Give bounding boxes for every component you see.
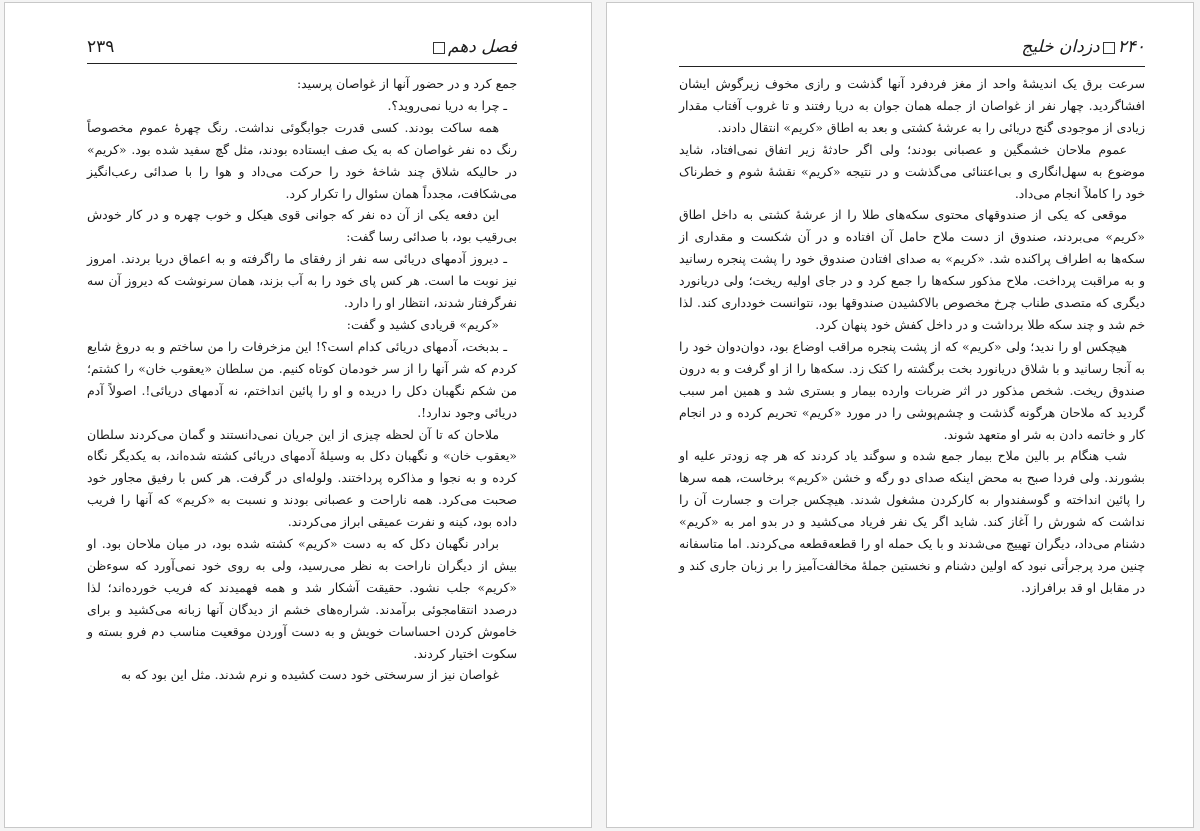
left-page [4, 2, 592, 828]
right-page-body [679, 73, 1145, 599]
right-page [606, 2, 1194, 828]
left-page-header [87, 33, 517, 61]
left-header-rule [87, 63, 517, 64]
right-page-number: ۲۴۰ [1117, 37, 1145, 57]
right-header-title [1021, 33, 1145, 61]
book-title: دزدان خلیج [1021, 37, 1100, 57]
header-box-icon [433, 42, 445, 54]
paragraph: شب هنگام بر بالین ملاح بیمار جمع شده و سوگند یاد کردند که هر چه زودتر علیه او بشورند. ولی فردا صبح به محض اینکه صدای دو رگه و خشن «کریم» برخاست، همه سرها را پائین انداخته و گوسفندوار به کارکردن مشغول شدند. هیچکس جرات و جسارت آن را نداشت که شورش را آغاز کند. شاید اگر یک نفر فریاد می‌کشید و در بدو امر به «کریم» دشنام می‌داد، دیگران تهییج می‌شدند و با یک حمله او را قطعه‌قطعه می‌کردند. اما متاسفانه چنین مرد پرجرأتی نبود که اولین دشنام و نخستین جملهٔ مخالفت‌آمیز را بر زبان جاری کند و در مقابل او قد برافرازد. [679, 448, 1145, 595]
paragraph: برادر نگهبان دکل که به دست «کریم» کشته شده بود، در میان ملاحان بود. او بیش از دیگران ناراحت به نظر می‌رسید، ولی به روی خود نمی‌آورد که سوءظن «کریم» جلب نشود. حقیقت آشکار شد و همه فهمیدند که فریب خورده‌اند؛ لذا درصدد انتقامجوئی برآمدند. شراره‌های خشم از دیدگان آنها زبانه می‌کشید و برای خاموش کردن احساسات خویش و به دست آوردن موقعیت مناسب دم فرو بسته و سکوت اختیار کردند. [87, 536, 517, 661]
left-page-number: ۲۳۹ [87, 37, 115, 57]
chapter-title: فصل دهم [448, 37, 517, 57]
paragraph: این دفعه یکی از آن ده نفر که جوانی قوی هیکل و خوب چهره و در کار خودش بی‌رقیب بود، با صدائی رسا گفت: [87, 207, 517, 245]
paragraph: ـ بدبخت، آدمهای دریائی کدام است؟! این مزخرفات را من ساختم و به دروغ شایع کردم که شر آنها را از سر خودمان کوتاه کنیم. من سلطان «یعقوب خان» را کشتم؛ من شکم نگهبان دکل را دریده و او را پائین انداختم، نه آدمهای دریائی!. اصولاً آدم دریائی وجود ندارد!. [87, 338, 517, 420]
left-header-chapter [430, 33, 517, 61]
paragraph: «کریم» قریادی کشید و گفت: [346, 316, 499, 332]
right-header-rule [679, 66, 1145, 67]
paragraph: ـ دیروز آدمهای دریائی سه نفر از رفقای ما راگرفته و به اعماق دریا بردند. امروز نیز نوبت ما است. هر کس پای خود را به آب بزند، همان سرنوشت که دیروز آن سه نفرگرفتار شدند، انتظار او را دارد. [87, 251, 517, 311]
paragraph: همه ساکت بودند. کسی قدرت جوابگوئی نداشت. رنگ چهرهٔ عموم مخصوصاً رنگ ده نفر غواصان که به یک صف ایستاده بودند، مثل گچ سفید شده بود. «کریم» در حالیکه شلاق چند شاخهٔ خود را حرکت می‌داد و هوا را با صدائی رعب‌انگیز می‌شکافت، مجدداً همان سئوال را تکرار کرد. [87, 119, 517, 201]
paragraph: سرعت برق یک اندیشهٔ واحد از مغز فردفرد آنها گذشت و رازی مخوف زیرگوش ایشان افشاگردید. چهار نفر از غواصان از جمله همان جوان به دریا رفتند و تا غروب آفتاب مقدار زیادی از موجودی گنج دریائی را به عرشهٔ کشتی و بعد به اطاق «کریم» انتقال دادند. [679, 76, 1145, 135]
paragraph: عموم ملاحان خشمگین و عصبانی بودند؛ ولی اگر حادثهٔ زیر اتفاق نمی‌افتاد، شاید موضوع به سهل‌انگاری و بی‌اعتنائی می‌گذشت و در نتیجه «کریم» نقشهٔ شوم و خطرناک خود را کاملاً انجام می‌داد. [679, 141, 1145, 201]
paragraph: غواصان نیز از سرسختی خود دست کشیده و نرم شدند. مثل این بود که به [120, 667, 499, 683]
right-page-header [679, 33, 1145, 61]
paragraph: موقعی که یکی از صندوقهای محتوی سکه‌های طلا را از عرشهٔ کشتی به داخل اطاق «کریم» می‌بردند، صندوق از دست ملاح حامل آن افتاده و در آن شکست و مقداری از سکه‌ها به اطراف پراکنده شد. «کریم» به صدای افتادن صندوق خود را پشت پنجره رسانید و به مراقبت پرداخت. ملاح مذکور سکه‌ها را جمع کرد و در جای اولیه ریخت؛ ولی دریانورد دیگری که متصدی طناب چرخ مخصوص بالاکشیدن صندوقها بود، نتوانست خودداری کند. لذا خم شد و چند سکه طلا برداشت و در داخل کفش خود پنهان کرد. [679, 207, 1145, 332]
paragraph: ملاحان که تا آن لحظه چیزی از این جریان نمی‌دانستند و گمان می‌کردند سلطان «یعقوب خان» و نگهبان دکل به وسیلهٔ آدمهای دریائی کشته شده‌اند، به یکدیگر نگاه کرده و به نجوا و مذاکره پرداختند. ولوله‌ای در گرفت. هر کس با رفیق مجاور خود صحبت می‌کرد. همه ناراحت و عصبانی بودند و نسبت به «کریم» که آنها را فریب داده بود، کینه و نفرت عمیقی ابراز می‌کردند. [87, 426, 517, 530]
paragraph: ـ چرا به دریا نمی‌روید؟. [387, 97, 507, 113]
header-box-icon [1103, 42, 1115, 54]
left-page-body [87, 73, 517, 686]
paragraph: هیچکس او را ندید؛ ولی «کریم» که از پشت پنجره مراقب اوضاع بود، دوان‌دوان خود را به آنجا رسانید و با شلاق دریانورد بخت برگشته را کتک زد. سکه‌ها را از او گرفت و به درون صندوق ریخت. شخص مذکور در اثر ضربات وارده بیمار و بستری شد و همین امر سبب گردید که ملاحان هرگونه گذشت و چشم‌پوشی را در مورد «کریم» تحریم کرده و در انجام کار و خاتمه دادن به شر او متعهد شوند. [679, 338, 1145, 442]
paragraph: جمع کرد و در حضور آنها از غواصان پرسید: [296, 76, 517, 91]
